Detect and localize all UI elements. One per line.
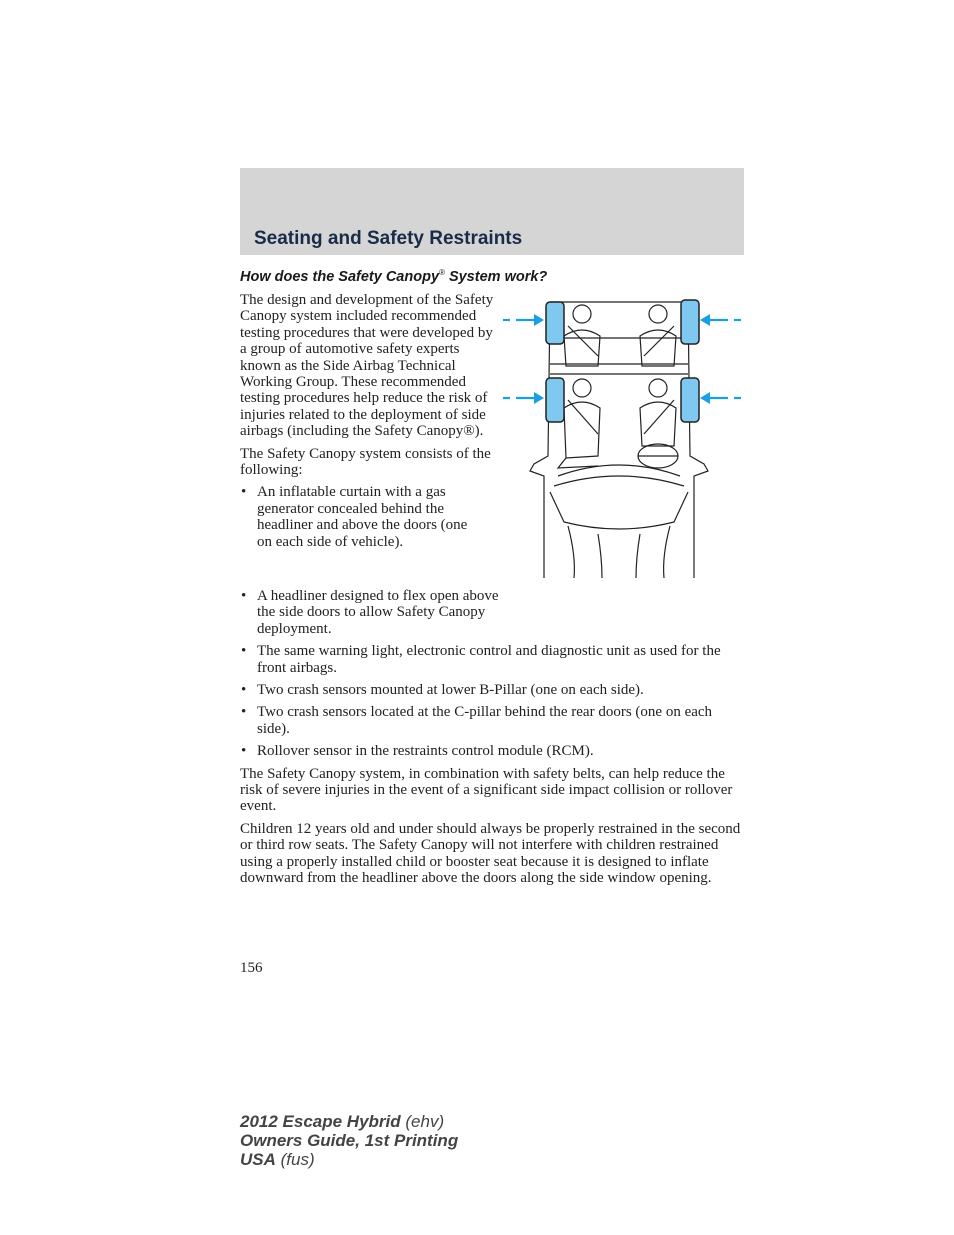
list-item: • A headliner designed to flex open above the side doors to allow Safety Canopy deployment. bbox=[240, 588, 502, 637]
footer-line-guide bbox=[240, 1131, 458, 1150]
list-item: • The same warning light, electronic control and diagnostic unit as used for the front airbags. bbox=[240, 643, 745, 676]
intro-column bbox=[240, 292, 495, 556]
document-footer bbox=[240, 1112, 458, 1169]
intro-paragraph: The design and development of the Safety Canopy system included recommended testing procedures that were developed by a group of automotive safety experts known as the Side Airbag Technical Working Group. These recommended testing procedures help reduce the risk of injuries related to the deployment of side airbags (including the Safety Canopy®). bbox=[240, 292, 494, 440]
footer-line-model bbox=[240, 1112, 458, 1131]
list-item: • Rollover sensor in the restraints control module (RCM). bbox=[240, 743, 745, 759]
airbag-curtain bbox=[546, 302, 564, 344]
footer-region: USA bbox=[240, 1150, 276, 1169]
bullet-list bbox=[240, 484, 485, 550]
airbag-curtain bbox=[681, 300, 699, 344]
airbag-curtain bbox=[681, 378, 699, 422]
safety-canopy-illustration bbox=[498, 296, 746, 582]
footer-region-code: (fus) bbox=[275, 1150, 315, 1169]
subheading bbox=[240, 268, 547, 285]
main-text-column bbox=[240, 588, 745, 893]
footer-line-region bbox=[240, 1150, 458, 1169]
registered-mark: ® bbox=[439, 268, 445, 277]
list-item: • An inflatable curtain with a gas generator concealed behind the headliner and above the doors (one on each side of vehicle). bbox=[240, 484, 485, 550]
page-number: 156 bbox=[240, 960, 263, 976]
list-item: • Two crash sensors located at the C-pillar behind the rear doors (one on each side). bbox=[240, 704, 745, 737]
subheading-text-end: System work? bbox=[444, 268, 548, 285]
footer-model-code: (ehv) bbox=[400, 1112, 445, 1131]
body-paragraph: The Safety Canopy system, in combination with safety belts, can help reduce the risk of severe injuries in the event of a significant side impact collision or rollover event. bbox=[240, 765, 733, 815]
footer-model: 2012 Escape Hybrid bbox=[240, 1112, 401, 1131]
footer-guide: Owners Guide, 1st Printing bbox=[240, 1131, 459, 1150]
body-paragraph: Children 12 years old and under should always be properly restrained in the second or third row seats. The Safety Canopy will not interfere with children restrained using a properly installed child or booster seat because it is designed to inflate downward from the headliner above the doors along the side window opening. bbox=[240, 820, 741, 887]
section-title: Seating and Safety Restraints bbox=[254, 228, 523, 249]
bullet-list-continued bbox=[240, 588, 745, 760]
intro-paragraph: The Safety Canopy system consists of the following: bbox=[240, 445, 491, 479]
subheading-text: How does the Safety Canopy bbox=[240, 268, 440, 285]
airbag-curtain bbox=[546, 378, 564, 422]
list-item: • Two crash sensors mounted at lower B-Pillar (one on each side). bbox=[240, 682, 745, 698]
